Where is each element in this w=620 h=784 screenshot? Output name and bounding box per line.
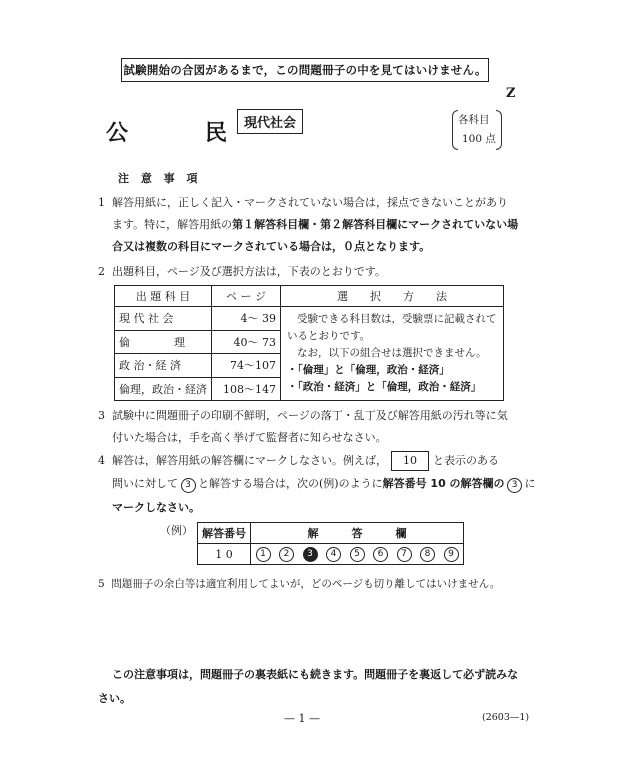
- table-row-subject: 現 代 社 会: [115, 307, 212, 331]
- form-code: Z: [506, 86, 516, 101]
- table-row-pages: 74〜107: [212, 354, 281, 378]
- do-not-open-warning: 試験開始の合図があるまで，この問題冊子の中を見てはいけません。: [121, 58, 489, 82]
- answer-bubble: 4: [326, 547, 341, 562]
- notes-title: 注 意 事 項: [118, 172, 202, 185]
- table-row-subject: 倫理，政治・経済: [115, 377, 212, 401]
- note-1-line-2: ます。特に，解答用紙の第１解答科目欄・第２解答科目欄にマークされていない場: [112, 218, 519, 231]
- note-2: 2 出題科目，ページ及び選択方法は，下表のとおりです。: [98, 265, 386, 278]
- answer-bubble: 5: [350, 547, 365, 562]
- points-label: [452, 110, 502, 150]
- booklet-code: (2603—1): [482, 712, 530, 723]
- subject-box-gendai-shakai: 現代社会: [237, 109, 303, 134]
- page-number: — 1 —: [284, 712, 320, 725]
- answer-bubble: 6: [373, 547, 388, 562]
- answer-bubble: 9: [444, 547, 459, 562]
- table-header-subject: 出 題 科 目: [115, 286, 212, 307]
- table-row-pages: 40〜 73: [212, 330, 281, 354]
- subject-title-kou: 公: [106, 120, 129, 146]
- subject-table: [114, 285, 504, 401]
- table-header-method: 選 択 方 法: [281, 286, 504, 307]
- circled-three: 3: [507, 478, 522, 493]
- answer-header-number: 解答番号: [198, 523, 251, 544]
- note-1-line-3: 合又は複数の科目にマークされている場合は，０点となります。: [112, 240, 431, 253]
- answer-bubble: 8: [420, 547, 435, 562]
- circled-three: 3: [181, 478, 196, 493]
- table-row-subject: 政 治・経 済: [115, 354, 212, 378]
- answer-bubble: 7: [397, 547, 412, 562]
- answer-header-column: 解 答 欄: [251, 523, 464, 544]
- table-row-pages: 108〜147: [212, 377, 281, 401]
- table-row-subject: 倫 理: [115, 330, 212, 354]
- answer-bubble-filled: 3: [303, 547, 318, 562]
- note-3-line-2: 付いた場合は，手を高く挙げて監督者に知らせなさい。: [112, 431, 387, 444]
- answer-bubbles: [251, 544, 464, 565]
- note-5: 5 問題冊子の余白等は適宜利用してよいが，どのページも切り離してはいけません。: [98, 578, 501, 590]
- answer-bubble: 2: [279, 547, 294, 562]
- note-1-line-1: 1 解答用紙に，正しく記入・マークされていない場合は，採点できないことがあり: [98, 196, 508, 209]
- answer-number: 1 0: [198, 544, 251, 565]
- footer-line-2: さい。: [98, 692, 131, 705]
- points-line2: 100 点: [462, 133, 496, 145]
- answer-example-table: [197, 522, 464, 565]
- example-label: （例）: [160, 524, 193, 537]
- points-line1: 各科目: [458, 114, 490, 126]
- answer-number-box: 10: [391, 451, 429, 471]
- note-3-line-1: 3 試験中に問題冊子の印刷不鮮明，ページの落丁・乱丁及び解答用紙の汚れ等に気: [98, 409, 508, 422]
- table-header-pages: ペ ー ジ: [212, 286, 281, 307]
- note-4-line-2: 問いに対して 3 と解答する場合は，次の(例)のように解答番号 10 の解答欄の 3 に: [112, 475, 536, 493]
- note-4-line-1: 4 解答は，解答用紙の解答欄にマークしなさい。例えば， 10 と表示のある: [98, 451, 499, 471]
- note-4-line-3: マークしなさい。: [112, 501, 200, 514]
- answer-bubble: 1: [256, 547, 271, 562]
- selection-method: 受験できる科目数は，受験票に記載されて いるとおりです。 なお，以下の組合せは選択できません。 ・「倫理」と「倫理，政治・経済」 ・「政治・経済」と「倫理，政治・経済」: [281, 307, 504, 401]
- footer-line-1: この注意事項は，問題冊子の裏表紙にも続きます。問題冊子を裏返して必ず読みな: [112, 668, 519, 681]
- subject-title-min: 民: [205, 120, 228, 146]
- table-row-pages: 4〜 39: [212, 307, 281, 331]
